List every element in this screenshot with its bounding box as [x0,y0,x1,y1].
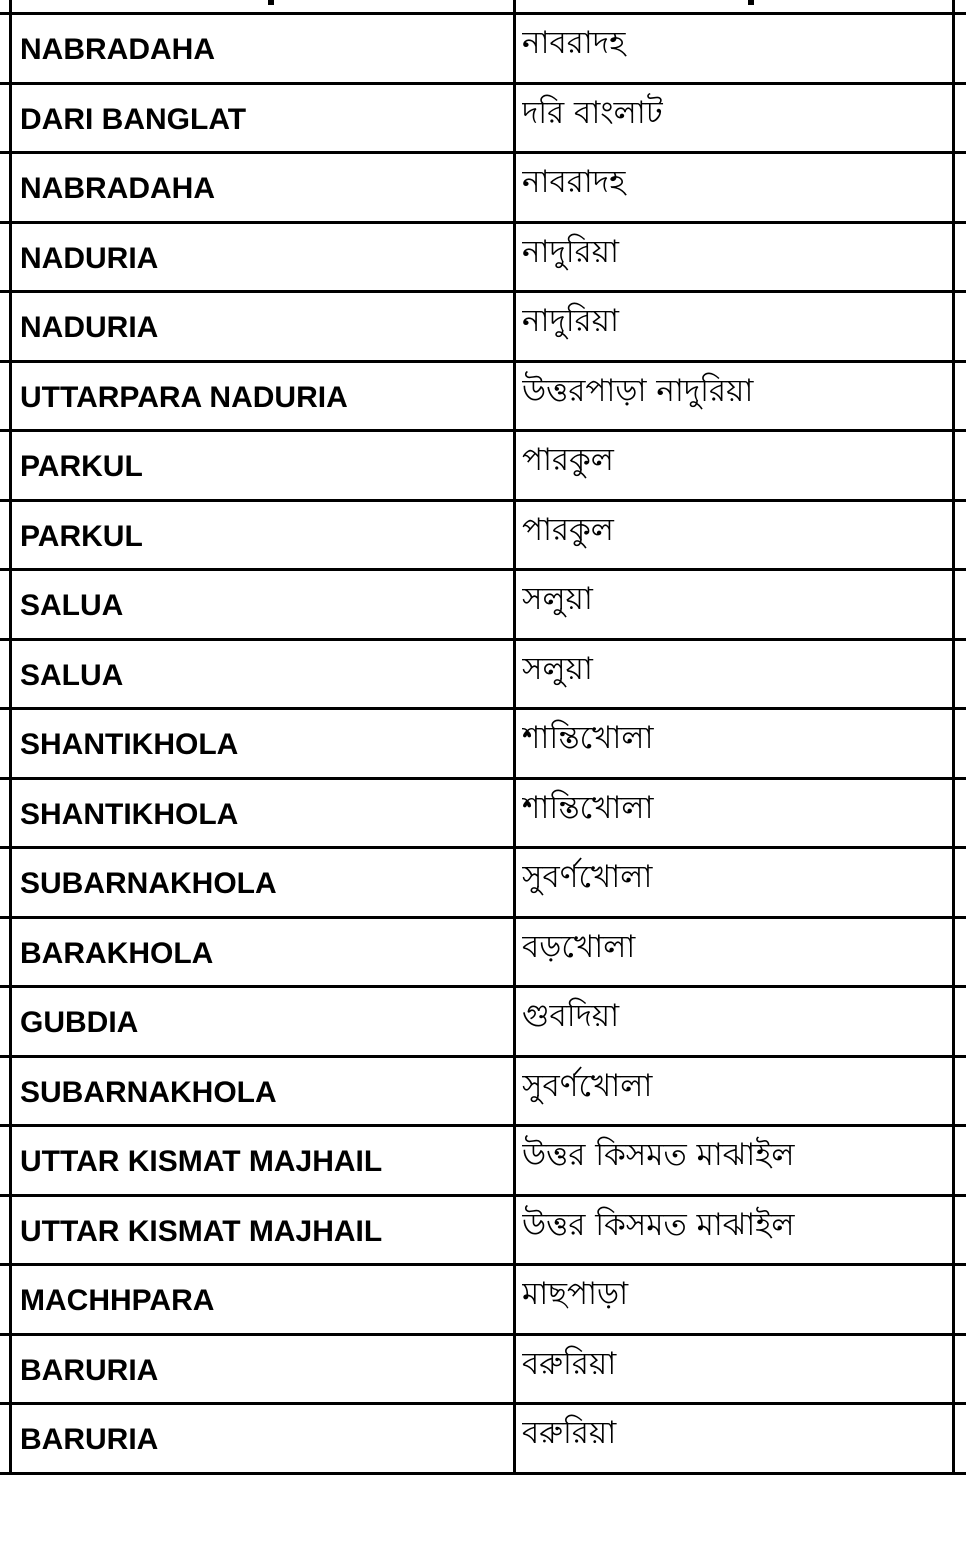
bengali-name-cell: বরুরিয়া [522,1415,617,1451]
row-divider [0,568,966,571]
english-name-cell: SALUA [20,589,124,622]
english-name-cell: SHANTIKHOLA [20,728,239,761]
bengali-name-cell: নাবরাদহ [522,25,626,61]
english-name-cell: BARAKHOLA [20,936,214,970]
bengali-name-cell: মাছপাড়া [522,1276,629,1312]
bengali-name-cell: উত্তর কিসমত মাঝাইল [522,1137,795,1173]
column-divider [952,0,955,1475]
english-name-cell: SALUA [20,658,124,692]
row-divider [0,290,966,293]
bengali-name-cell: গুবদিয়া [522,998,620,1034]
row-divider [0,221,966,224]
english-name-cell: UTTAR KISMAT MAJHAIL [20,1145,383,1178]
row-divider [0,777,966,780]
bengali-name-cell: পারকুল [522,442,614,478]
english-name-cell: PARKUL [20,519,143,553]
row-divider [0,499,966,502]
bengali-name-cell: সুবর্ণখোলা [522,1067,653,1104]
bengali-name-cell: উত্তর কিসমত মাঝাইল [522,1206,795,1243]
bengali-name-cell: নাদুরিয়া [522,303,619,339]
row-divider [0,846,966,849]
english-name-cell: UTTAR KISMAT MAJHAIL [20,1214,383,1248]
row-divider [0,916,966,919]
row-divider [0,1194,966,1197]
bengali-name-cell: পারকুল [522,511,614,548]
row-divider [0,151,966,154]
bengali-name-cell: উত্তরপাড়া নাদুরিয়া [522,372,754,409]
row-divider [0,1124,966,1127]
english-name-cell: NABRADAHA [20,172,215,205]
bengali-name-cell: বড়খোলা [522,928,636,965]
row-divider [0,1055,966,1058]
english-name-cell: SUBARNAKHOLA [20,867,277,900]
row-divider [0,12,966,15]
column-divider [513,0,516,1475]
bengali-name-cell: দরি বাংলাট [522,94,663,131]
bengali-name-cell: শান্তিখোলা [522,720,654,756]
row-divider [0,429,966,432]
bengali-name-cell: নাবরাদহ [522,164,626,200]
row-divider [0,1333,966,1336]
english-name-cell: NADURIA [20,241,159,275]
english-name-cell: GUBDIA [20,1006,139,1039]
bengali-name-cell: সলুয়া [522,581,593,617]
bengali-name-cell: সলুয়া [522,650,593,687]
english-name-cell: BARURIA [20,1353,159,1387]
row-divider [0,82,966,85]
bengali-name-cell: নাদুরিয়া [522,233,619,270]
cropped-header-glyph [268,0,274,5]
english-name-cell: NABRADAHA [20,33,215,66]
row-divider [0,985,966,988]
row-divider [0,360,966,363]
row-divider [0,1402,966,1405]
bengali-name-cell: বরুরিয়া [522,1345,617,1382]
bengali-name-cell: সুবর্ণখোলা [522,859,653,895]
row-divider [0,707,966,710]
english-name-cell: PARKUL [20,450,143,483]
cropped-header-glyph [748,0,754,5]
english-name-cell: SHANTIKHOLA [20,797,239,831]
column-divider [9,0,12,1475]
row-divider [0,638,966,641]
english-name-cell: UTTARPARA NADURIA [20,380,348,414]
english-name-cell: BARURIA [20,1423,159,1456]
english-name-cell: SUBARNAKHOLA [20,1075,277,1109]
english-name-cell: DARI BANGLAT [20,102,247,136]
row-divider [0,1472,966,1475]
bengali-name-cell: শান্তিখোলা [522,789,654,826]
english-name-cell: MACHHPARA [20,1284,215,1317]
row-divider [0,1263,966,1266]
english-name-cell: NADURIA [20,311,159,344]
